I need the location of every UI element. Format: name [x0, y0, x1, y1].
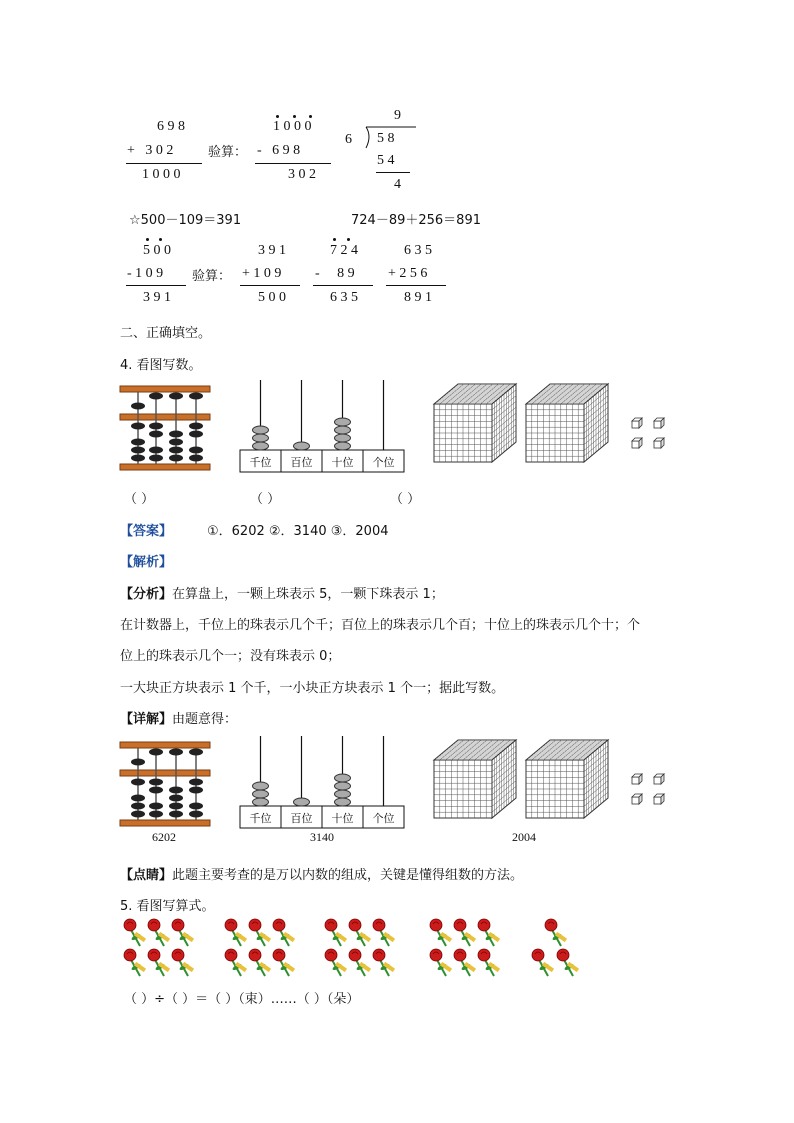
rose-icon: [225, 949, 247, 976]
s2-top: 7 2 4: [330, 243, 358, 258]
analysis-head: 【分析】: [120, 587, 173, 602]
svg-text:十位: 十位: [331, 456, 354, 469]
counting-frame-icon: [240, 378, 406, 474]
rose-icon: [373, 949, 395, 976]
a2-mid: + 2 5 6: [388, 266, 428, 281]
thousand-cubes-icon: [430, 738, 675, 830]
sub-mid: - 6 9 8: [257, 143, 301, 158]
blank-3: （ ）: [390, 492, 421, 507]
thousand-cubes-icon: [430, 382, 675, 474]
rose-icon: [430, 919, 452, 946]
rose-icon: [454, 949, 476, 976]
a2-result: 8 9 1: [404, 290, 432, 305]
rose-icon: [545, 919, 567, 946]
point-line: [120, 864, 523, 883]
sub-result: 3 0 2: [288, 167, 316, 182]
rose-icon: [148, 949, 170, 976]
a2-top: 6 3 5: [404, 243, 432, 258]
rose-icon: [478, 949, 500, 976]
add-top: 6 9 8: [157, 119, 185, 134]
rose-icon: [325, 949, 347, 976]
answer-text: ①．6202 ②．3140 ③．2004: [207, 524, 389, 539]
analysis-text-1: 在算盘上，一颗上珠表示 5，一颗下珠表示 1；: [172, 587, 444, 602]
div-quotient: 9: [394, 108, 401, 123]
div-remainder: 4: [394, 177, 401, 192]
analysis-line-4: 一大块正方块表示 1 个千，一小块正方块表示 1 个一；据此写数。: [120, 681, 505, 696]
analysis-line-1: [120, 583, 444, 602]
svg-text:十位: 十位: [331, 812, 354, 825]
blank-2: （ ）: [250, 492, 281, 507]
rose-icon: [124, 949, 146, 976]
add-result: 1 0 0 0: [142, 167, 181, 182]
roses-figure: [118, 916, 588, 978]
verify-label-2: 验算：: [192, 269, 232, 284]
rose-icon: [273, 949, 295, 976]
s1-result: 3 9 1: [143, 290, 171, 305]
s1-top: 5 0 0: [143, 243, 171, 258]
a1-result: 5 0 0: [258, 290, 286, 305]
rose-icon: [430, 949, 452, 976]
div-divisor: 6: [345, 132, 352, 147]
equation-a: ☆500－109＝391: [129, 213, 242, 228]
rose-icon: [148, 919, 170, 946]
a1-mid: + 1 0 9: [242, 266, 282, 281]
sub-top: 1 0 0 0: [273, 119, 312, 134]
rose-icon: [478, 919, 500, 946]
s2-mid: - 8 9: [315, 266, 355, 281]
rose-icon: [172, 919, 194, 946]
s2-result: 6 3 5: [330, 290, 358, 305]
question-5-formula: （ ）÷（ ）＝（ ）（束）……（ ）（朵）: [124, 992, 360, 1007]
div-product: 5 4: [377, 153, 395, 168]
analysis-line-2: 在计数器上，千位上的珠表示几个千；百位上的珠表示几个百；十位上的珠表示几个十；个: [120, 618, 641, 633]
question-5: 5. 看图写算式。: [120, 899, 215, 914]
a1-top: 3 9 1: [258, 243, 286, 258]
abacus-icon: [120, 384, 212, 472]
rose-icon: [124, 919, 146, 946]
add-mid: + 3 0 2: [127, 143, 174, 158]
caption-3: 2004: [512, 830, 536, 844]
section-heading: 二、正确填空。: [120, 326, 212, 341]
rose-icon: [225, 919, 247, 946]
svg-text:个位: 个位: [372, 456, 395, 469]
counting-frame-icon: [240, 734, 406, 830]
rose-icon: [249, 919, 271, 946]
detail-head: 【详解】: [120, 712, 173, 727]
analysis-label: 【解析】: [120, 555, 173, 570]
rose-icon: [273, 919, 295, 946]
verify-label-1: 验算：: [208, 145, 248, 160]
rose-icon: [532, 949, 554, 976]
s1-mid: - 1 0 9: [127, 266, 164, 281]
question-4: 4. 看图写数。: [120, 358, 202, 373]
rose-icon: [349, 919, 371, 946]
rose-icon: [325, 919, 347, 946]
point-text: 此题主要考查的是万以内数的组成，关键是懂得组数的方法。: [172, 868, 524, 883]
point-head: 【点睛】: [120, 868, 173, 883]
svg-text:千位: 千位: [249, 812, 272, 825]
svg-text:百位: 百位: [290, 812, 313, 825]
svg-text:百位: 百位: [290, 456, 313, 469]
caption-1: 6202: [152, 830, 176, 844]
rose-icon: [373, 919, 395, 946]
answer-label: 【答案】: [120, 524, 173, 539]
svg-text:个位: 个位: [372, 812, 395, 825]
rose-icon: [454, 919, 476, 946]
equation-b: 724－89＋256＝891: [351, 213, 481, 228]
blank-1: （ ）: [124, 492, 155, 507]
detail-text: 由题意得：: [172, 712, 238, 727]
detail-line: [120, 708, 237, 727]
abacus-icon: [120, 740, 212, 828]
rose-icon: [249, 949, 271, 976]
svg-text:千位: 千位: [249, 456, 272, 469]
rose-icon: [172, 949, 194, 976]
caption-2: 3140: [310, 830, 334, 844]
div-dividend: 5 8: [377, 131, 395, 146]
analysis-line-3: 位上的珠表示几个一；没有珠表示 0；: [120, 649, 341, 664]
rose-icon: [349, 949, 371, 976]
rose-icon: [557, 949, 579, 976]
